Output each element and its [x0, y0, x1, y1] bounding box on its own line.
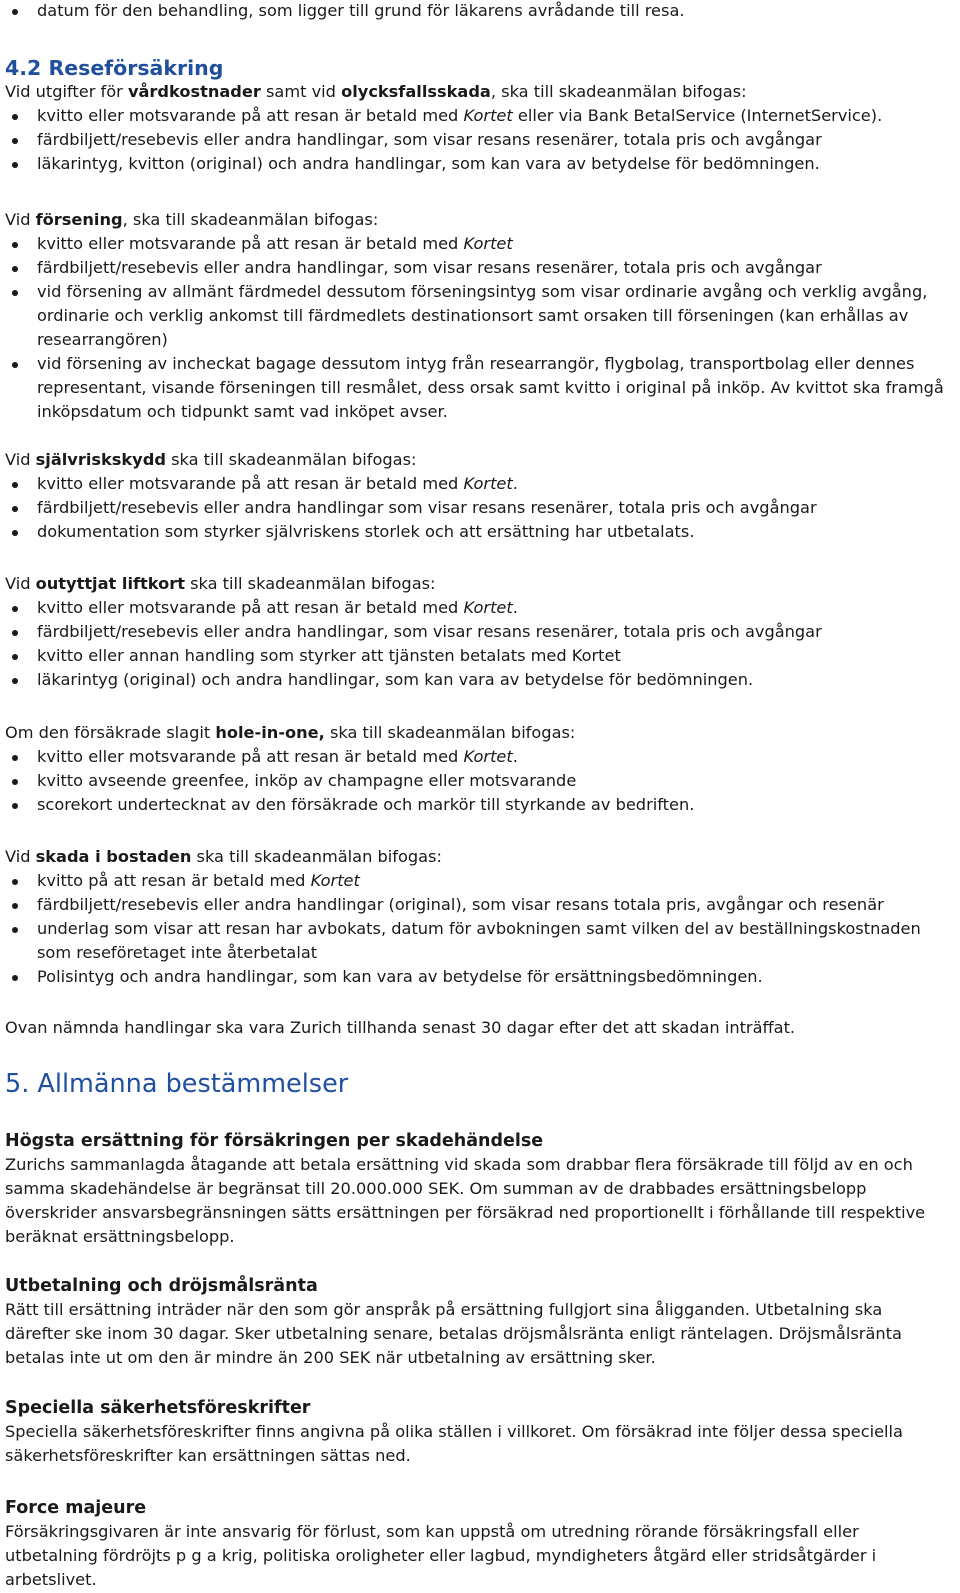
liftcard-section [5, 572, 952, 692]
closing-paragraph: Ovan nämnda handlingar ska vara Zurich tillhanda senast 30 dagar efter det att skadan inträffat. [5, 1018, 796, 1037]
list-item: dokumentation som styrker självriskens storlek och att ersättning har utbetalats. [5, 520, 952, 544]
subsection-heading: Speciella säkerhetsföreskrifter [5, 1398, 311, 1418]
delay-section [5, 208, 952, 424]
paragraph: Vid outyttjat liftkort ska till skadeanmälan bifogas: [5, 574, 436, 593]
home-damage-section [5, 845, 952, 989]
list-item: underlag som visar att resan har avbokats, datum för avbokningen samt vilken del av beställningskostnaden som reseföretaget inte återbetalat [5, 917, 952, 965]
list-item: kvitto eller annan handling som styrker att tjänsten betalats med Kortet [5, 644, 952, 668]
top-list [5, 0, 952, 23]
list-item: färdbiljett/resebevis eller andra handlingar, som visar resans resenärer, totala pris och avgångar [5, 256, 952, 280]
section-heading: 4.2 Reseförsäkring [5, 56, 224, 80]
force-majeure-subsection [5, 1496, 952, 1592]
list-item: kvitto eller motsvarande på att resan är betald med Kortet. [5, 596, 952, 620]
subsection-heading: Utbetalning och dröjsmålsränta [5, 1276, 318, 1296]
excess-section [5, 448, 952, 544]
list-item: vid försening av incheckat bagage dessutom intyg från researrangör, flygbolag, transportbolag eller dennes representant, visande förseningen till resmålet, dess orsak samt kvitto i original på inköp. Av kvittot ska framgå inköpsdatum och tidpunkt samt vad inköpet avser. [5, 352, 952, 424]
safety-rules-subsection [5, 1396, 952, 1468]
list-item: kvitto eller motsvarande på att resan är betald med Kortet [5, 232, 952, 256]
paragraph: Vid försening, ska till skadeanmälan bifogas: [5, 210, 379, 229]
list-item: Polisintyg och andra handlingar, som kan vara av betydelse för ersättningsbedömningen. [5, 965, 952, 989]
section-heading: 5. Allmänna bestämmelser [5, 1069, 349, 1099]
list-item: läkarintyg, kvitton (original) och andra handlingar, som kan vara av betydelse för bedömningen. [5, 152, 952, 176]
list-item: kvitto avseende greenfee, inköp av champagne eller motsvarande [5, 769, 952, 793]
list-item: färdbiljett/resebevis eller andra handlingar (original), som visar resans totala pris, avgångar och resenär [5, 893, 952, 917]
list-item: färdbiljett/resebevis eller andra handlingar, som visar resans resenärer, totala pris och avgångar [5, 128, 952, 152]
list-item: scorekort undertecknat av den försäkrade och markör till styrkande av bedriften. [5, 793, 952, 817]
list-item: färdbiljett/resebevis eller andra handlingar, som visar resans resenärer, totala pris och avgångar [5, 620, 952, 644]
section-5 [5, 1068, 952, 1100]
paragraph: Vid självriskskydd ska till skadeanmälan bifogas: [5, 450, 417, 469]
list-item: färdbiljett/resebevis eller andra handlingar som visar resans resenärer, totala pris och avgångar [5, 496, 952, 520]
list-item: läkarintyg (original) och andra handlingar, som kan vara av betydelse för bedömningen. [5, 668, 952, 692]
list-item: kvitto eller motsvarande på att resan är betald med Kortet. [5, 472, 952, 496]
list-item: vid försening av allmänt färdmedel dessutom förseningsintyg som visar ordinarie avgång och verklig avgång, ordinarie och verklig ankomst till färdmedlets destinationsort samt orsaken till förseningen (kan erhållas av researrangören) [5, 280, 952, 352]
list-item: kvitto eller motsvarande på att resan är betald med Kortet eller via Bank BetalService (InternetService). [5, 104, 952, 128]
paragraph: Vid skada i bostaden ska till skadeanmälan bifogas: [5, 847, 442, 866]
payment-interest-subsection [5, 1274, 952, 1370]
paragraph: Försäkringsgivaren är inte ansvarig för förlust, som kan uppstå om utredning rörande försäkringsfall eller utbetalning fördröjts p g a krig, politiska oroligheter eller lagbud, myndigheters åtgärd eller stridsåtgärder i arbetslivet. [5, 1522, 877, 1589]
hole-in-one-section [5, 721, 952, 817]
max-compensation-subsection [5, 1129, 952, 1249]
list-item: datum för den behandling, som ligger till grund för läkarens avrådande till resa. [5, 0, 952, 23]
paragraph: Zurichs sammanlagda åtagande att betala ersättning vid skada som drabbar flera försäkrade till följd av en och samma skadehändelse är begränsat till 20.000.000 SEK. Om summan av de drabbades ersättningsbelopp överskrider ansvarsbegränsningen sätts ersättningen per försäkrad ned proportionellt i förhållande till respektive beräknat ersättningsbelopp. [5, 1155, 926, 1246]
subsection-heading: Högsta ersättning för försäkringen per skadehändelse [5, 1131, 544, 1151]
paragraph: Om den försäkrade slagit hole-in-one, ska till skadeanmälan bifogas: [5, 723, 576, 742]
section-4-2 [5, 56, 952, 176]
list-item: kvitto eller motsvarande på att resan är betald med Kortet. [5, 745, 952, 769]
list-item: kvitto på att resan är betald med Kortet [5, 869, 952, 893]
paragraph: Vid utgifter för vårdkostnader samt vid olycksfallsskada, ska till skadeanmälan bifogas: [5, 82, 747, 101]
paragraph: Speciella säkerhetsföreskrifter finns angivna på olika ställen i villkoret. Om försäkrad inte följer dessa speciella säkerhetsföreskrifter kan ersättningen sättas ned. [5, 1422, 903, 1465]
paragraph: Rätt till ersättning inträder när den som gör anspråk på ersättning fullgjort sina åligganden. Utbetalning ska därefter ske inom 30 dagar. Sker utbetalning senare, betalas dröjsmålsränta enligt räntelagen. Dröjsmålsränta betalas inte ut om den är mindre än 200 SEK när utbetalning av ersättning sker. [5, 1300, 902, 1367]
subsection-heading: Force majeure [5, 1498, 147, 1518]
